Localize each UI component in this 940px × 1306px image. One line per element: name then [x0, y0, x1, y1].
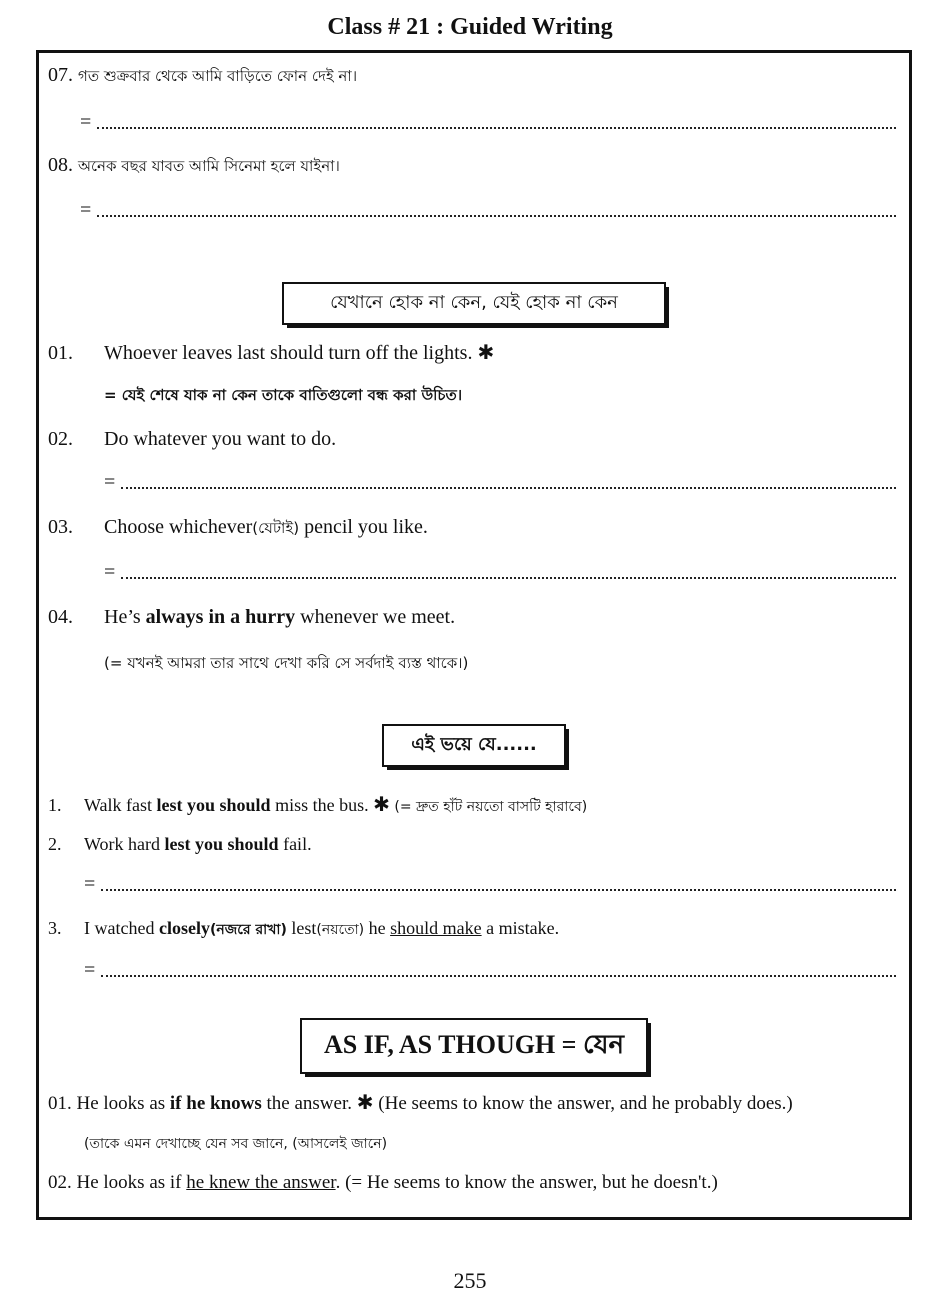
example-as-if-02: 02. He looks as if he knew the answer. (= He seems to know the answer, but he doesn't.)	[48, 1172, 718, 1193]
example-04: 04. He’s always in a hurry whenever we meet.	[48, 606, 456, 628]
item-text: অনেক বছর যাবত আমি সিনেমা হলে যাইনা।	[78, 157, 340, 175]
translation: (= যখনই আমরা তার সাথে দেখা করি সে সর্বদাই ব্যস্ত থাকে।)	[104, 654, 469, 672]
example-02: 02. Do whatever you want to do.	[48, 428, 337, 450]
translation: = যেই শেষে যাক না কেন তাকে বাতিগুলো বন্ধ করা উচিত।	[104, 386, 463, 404]
item-text: গত শুক্রবার থেকে আমি বাড়িতে ফোন দেই না।	[78, 67, 358, 85]
section-heading-as-if: AS IF, AS THOUGH = যেন	[300, 1018, 648, 1074]
answer-line: =	[80, 198, 896, 222]
section-heading-lest: এই ভয়ে যে......	[382, 724, 566, 767]
page-title: Class # 21 : Guided Writing	[327, 14, 613, 40]
section-heading-wherever: যেখানে হোক না কেন, যেই হোক না কেন	[282, 282, 666, 325]
item-number: 08.	[48, 154, 73, 176]
exercise-07	[48, 64, 357, 90]
example-03: 03. Choose whichever(যেটাই) pencil you like.	[48, 516, 428, 538]
exercise-08	[48, 154, 340, 180]
page-number: 255	[453, 1268, 487, 1293]
example-lest-1: 1. Walk fast lest you should miss the bus. ✱ (= দ্রুত হাঁট নয়তো বাসটি হারাবে)	[48, 794, 588, 816]
answer-line: =	[80, 110, 896, 134]
item-number: 07.	[48, 64, 73, 86]
star-icon: ✱	[373, 794, 390, 816]
answer-line: =	[104, 470, 896, 494]
example-lest-3: 3. I watched closely(নজরে রাখা) lest(নয়তো) he should make a mistake.	[48, 918, 560, 938]
example-01: 01. Whoever leaves last should turn off the lights. ✱	[48, 342, 495, 364]
star-icon: ✱	[356, 1092, 374, 1114]
example-lest-2: 2. Work hard lest you should fail.	[48, 834, 312, 854]
example-as-if-01: 01. He looks as if he knows the answer. ✱ (He seems to know the answer, and he probably does.)	[48, 1092, 793, 1114]
translation: (তাকে এমন দেখাচ্ছে যেন সব জানে, (আসলেই জানে)	[84, 1136, 388, 1152]
answer-line: =	[84, 872, 896, 896]
answer-line: =	[84, 958, 896, 982]
star-icon: ✱	[477, 342, 495, 364]
answer-line: =	[104, 560, 896, 584]
